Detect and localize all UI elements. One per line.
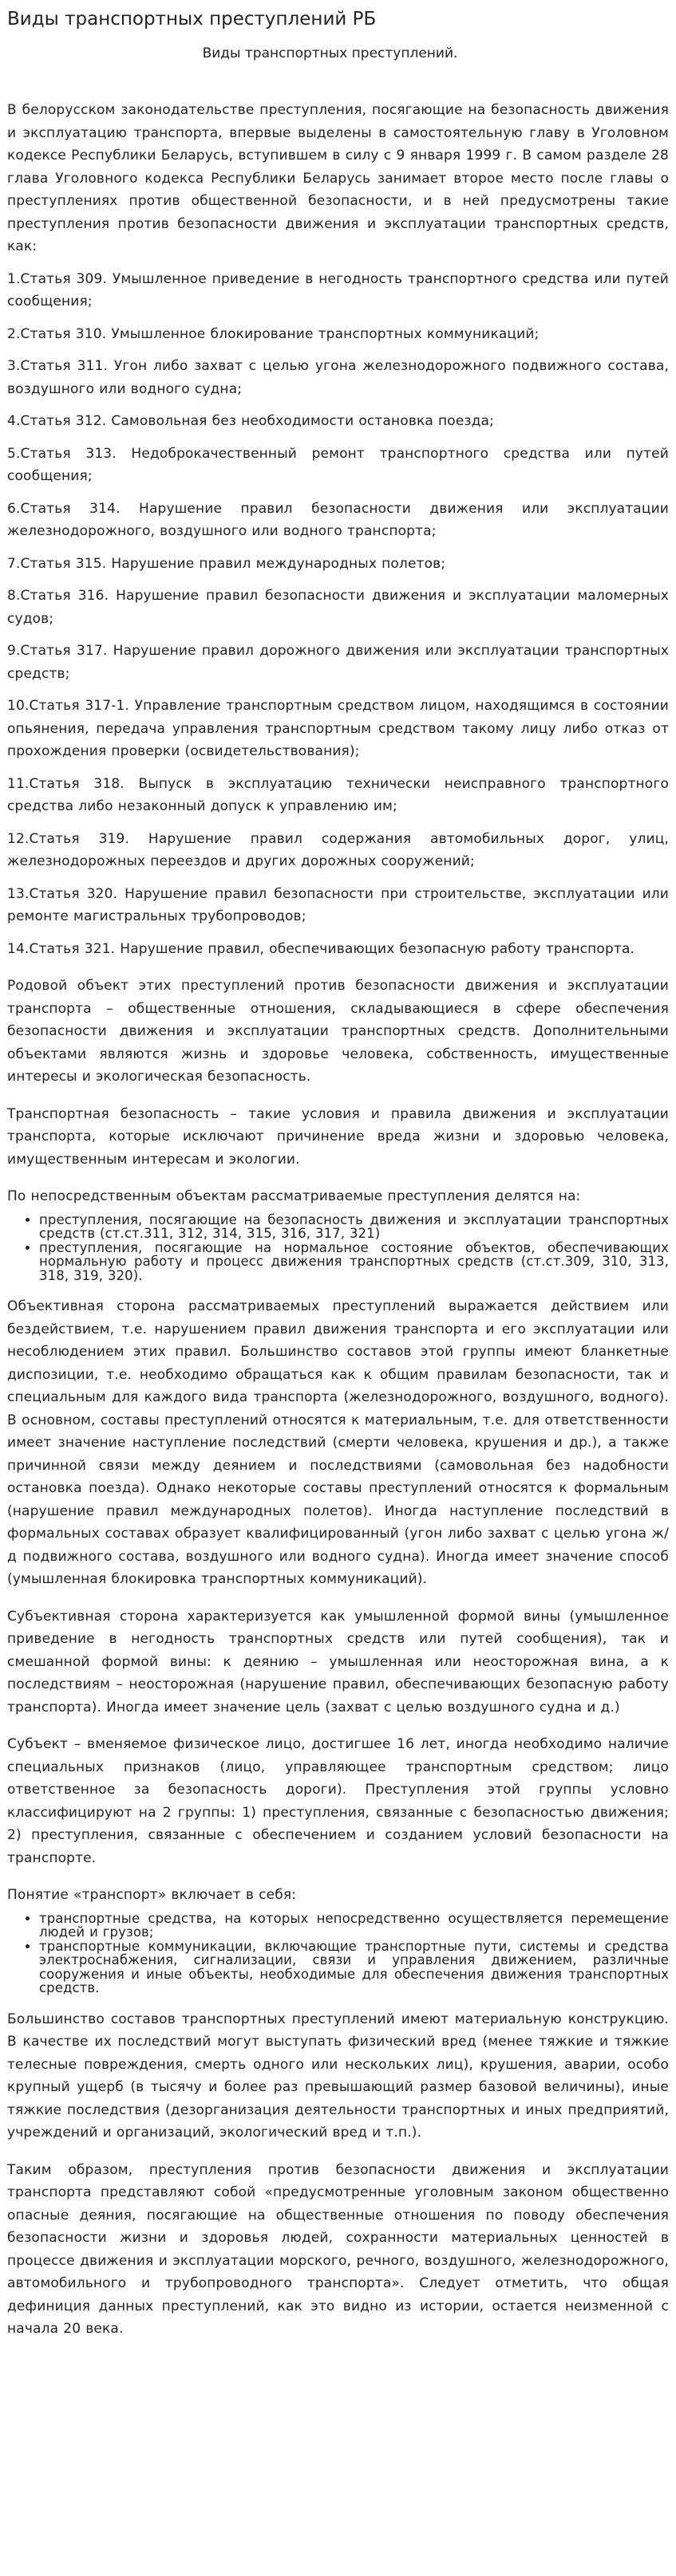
consequences-paragraph: Большинство составов транспортных преступлений имеют материальную конструкцию. В качестве их последствий могут выступать физический вред (менее тяжкие и тяжкие телесные повреждения, смерть одного или нескольких лиц), крушения, аварии, особо крупный ущерб (в тысячу и более раз превышающий размер базовой величины), иные тяжкие последствия (дезорганизация деятельности транспортных и иных предприятий, учреждений и организаций, экологический вред и т.п.). [7,2011,669,2141]
transport-list [7,1912,669,1995]
article-item: 2.Статья 310. Умышленное блокирование транспортных коммуникаций; [7,325,540,342]
article-item: 4.Статья 312. Самовольная без необходимости остановка поезда; [7,413,494,429]
article-item: 13.Статья 320. Нарушение правил безопасности при строительстве, эксплуатации или ремонте магистральных трубопроводов; [7,885,669,924]
article-item: 6.Статья 314. Нарушение правил безопасности движения или эксплуатации железнодорожного, воздушного или водного транспорта; [7,500,669,539]
object-paragraph: Родовой объект этих преступлений против безопасности движения и эксплуатации транспорта – общественные отношения, складывающиеся в сфере обеспечения безопасности движения и эксплуатации транспортных средств. Дополнительными объектами являются жизнь и здоровье человека, собственность, имущественные интересы и экологическая безопасность. [7,978,669,1085]
conclusion-paragraph: Таким образом, преступления против безопасности движения и эксплуатации транспорта представляют собой «предусмотренные уголовным законом общественно опасные деяния, посягающие на общественные отношения по поводу обеспечения безопасности жизни и здоровья людей, сохранности материальных ценностей в процессе движения и эксплуатации морского, речного, воздушного, железнодорожного, автомобильного и трубопроводного транспорта». Следует отметить, что общая дефиниция данных преступлений, как это видно из истории, остается неизменной с начала 20 века. [7,2161,669,2337]
article-item: 9.Статья 317. Нарушение правил дорожного движения или эксплуатации транспортных средств; [7,643,669,682]
article-item: 10.Статья 317-1. Управление транспортным средством лицом, находящимся в состоянии опьянения, передача управления транспортным средством такому лицу либо отказ от прохождения проверки (освидетельствования); [7,698,669,759]
safety-paragraph: Транспортная безопасность – такие условия и правила движения и эксплуатации транспорта, которые исключают причинение вреда жизни и здоровью человека, имущественным интересам и экологии. [7,1105,669,1168]
article-item: 1.Статья 309. Умышленное приведение в негодность транспортного средства или путей сообщения; [7,270,669,309]
list-item: • транспортные коммуникации, включающие транспортные пути, системы и средства электроснабжения, сигнализации, связи и управления движением, различные сооружения и иные объекты, необходимые для обеспечения движения транспортных средств. [39,1940,669,1995]
article-body [7,99,669,2341]
intro-paragraph: В белорусском законодательстве преступления, посягающие на безопасность движения и эксплуатацию транспорта, впервые выделены в самостоятельную главу в Уголовном кодексе Республики Беларусь, вступившем в силу с 9 января 1999 г. В самом разделе 28 глава Уголовного кодекса Республики Беларусь занимает второе место после главы о преступлениях против общественной безопасности, и в ней предусмотрены такие преступления против безопасности движения и эксплуатации транспортных средств, как: [7,102,669,254]
page-subtitle: Виды транспортных преступлений. [202,45,458,61]
objective-side-paragraph: Объективная сторона рассматриваемых преступлений выражается действием или бездействием, т.е. нарушением правил движения транспорта и его эксплуатации или несоблюдением этих правил. Большинство составов этой группы имеют бланкетные диспозиции, т.е. необходимо обращаться как к общим правилам безопасности, так и специальным для каждого вида транспорта (железнодорожного, воздушного, водного). В основном, составы преступлений относятся к материальным, т.е. для ответственности имеет значение наступление последствий (смерти человека, крушения и др.), а также причинной связи между деянием и последствиями (самовольная без надобности остановка поезда). Однако некоторые составы преступлений относятся к формальным (нарушение правил международных полетов). Иногда наступление последствий в формальных составах образует квалифицированный (угон либо захват с целью угона ж/д подвижного состава, воздушного или водного судна). Иногда имеет значение способ (умышленная блокировка транспортных коммуникаций). [7,1298,669,1587]
subject-paragraph: Субъект – вменяемое физическое лицо, достигшее 16 лет, иногда необходимо наличие специальных признаков (лицо, управляющее транспортным средством; лицо ответственное за безопасность дороги). Преступления этой группы условно классифицируют на 2 группы: 1) преступления, связанные с безопасностью движения; 2) преступления, связанные с обеспечением и созданием условий безопасности на транспорте. [7,1736,669,1866]
list-item: • транспортные средства, на которых непосредственно осуществляется перемещение людей и грузов; [39,1912,669,1940]
article-item: 5.Статья 313. Недоброкачественный ремонт транспортного средства или путей сообщения; [7,445,669,484]
subjective-side-paragraph: Субъективная сторона характеризуется как умышленной формой вины (умышленное приведение в негодность транспортных средств или путей сообщения), так и смешанной формой вины: к деянию – умышленная или неосторожная вина, а к последствиям – неосторожная (нарушение правил, обеспечивающих безопасную работу транспорта). Иногда имеет значение цель (захват с целью воздушного судна и д.) [7,1608,669,1715]
article-item: 14.Статья 321. Нарушение правил, обеспечивающих безопасную работу транспорта. [7,940,635,957]
page-title: Виды транспортных преступлений РБ [7,9,377,30]
article-item: 7.Статья 315. Нарушение правил международных полетов; [7,555,446,572]
article-item: 11.Статья 318. Выпуск в эксплуатацию технически неисправного транспортного средства либо незаконный допуск к управлению им; [7,775,669,814]
transport-intro: Понятие «транспорт» включает в себя: [7,1887,297,1903]
article-item: 8.Статья 316. Нарушение правил безопасности движения и эксплуатации маломерных судов; [7,588,669,627]
division-intro: По непосредственным объектам рассматриваемые преступления делятся на: [7,1188,581,1204]
list-item: • преступления, посягающие на нормальное состояние объектов, обеспечивающих нормальную работу и процесс движения транспортных средств (ст.ст.309, 310, 313, 318, 319, 320). [39,1241,669,1283]
article-item: 3.Статья 311. Угон либо захват с целью угона железнодорожного подвижного состава, воздушного или водного судна; [7,358,669,397]
list-item: • преступления, посягающие на безопасность движения и эксплуатации транспортных средств (ст.ст.311, 312, 314, 315, 316, 317, 321) [39,1213,669,1241]
division-list [7,1213,669,1283]
article-item: 12.Статья 319. Нарушение правил содержания автомобильных дорог, улиц, железнодорожных переездов и других дорожных сооружений; [7,830,669,869]
